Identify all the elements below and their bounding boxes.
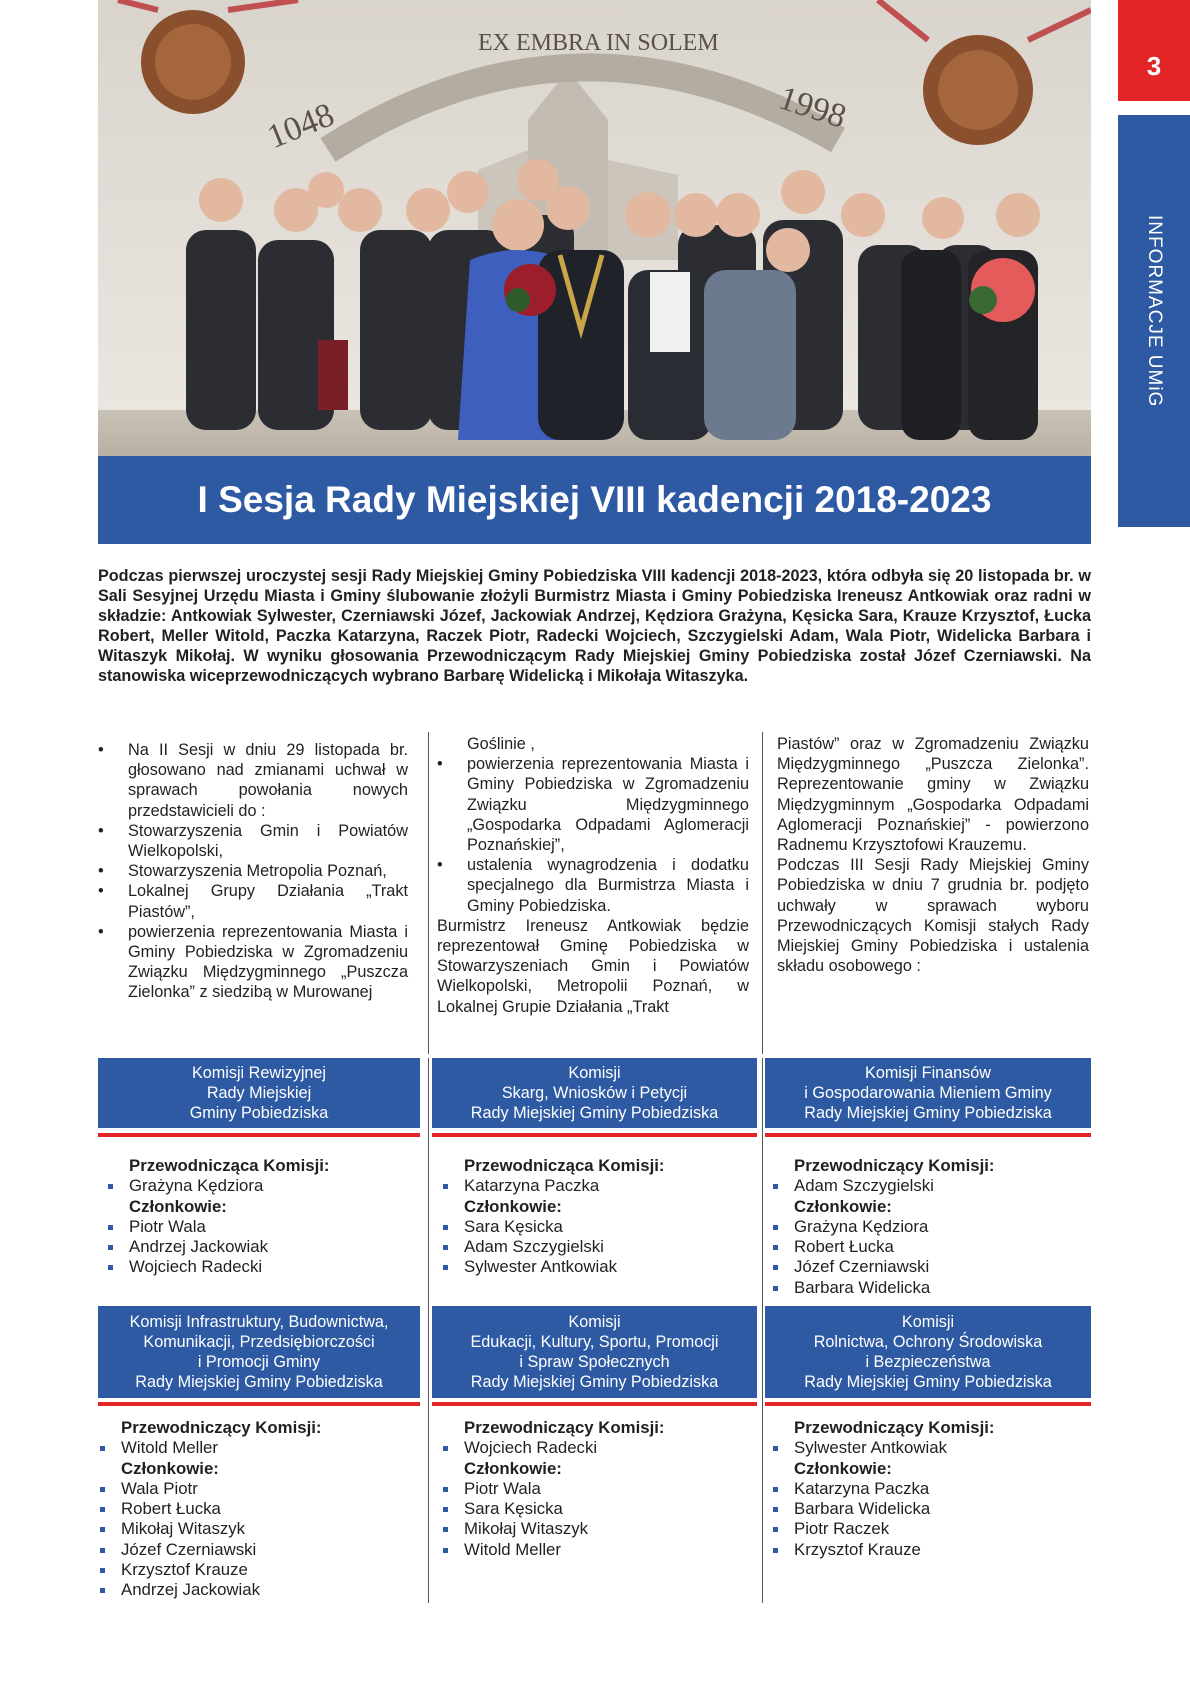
member-name: Wojciech Radecki <box>105 1257 415 1277</box>
committee-header-line: Komisji Infrastruktury, Budownictwa, <box>129 1313 389 1331</box>
member-name: Mikołaj Witaszyk <box>97 1519 417 1539</box>
page-title: I Sesja Rady Miejskiej VIII kadencji 2018-2023 <box>197 479 992 520</box>
group-photo <box>98 0 1091 456</box>
committee-header-line: Komisji <box>901 1313 955 1331</box>
chair-name: Sylwester Antkowiak <box>770 1438 1085 1458</box>
list-item: • Lokalnej Grupy Działania „Trakt Piastów”, <box>98 881 408 921</box>
committee-header <box>98 1306 420 1398</box>
committee-header-line: Komisji <box>568 1313 621 1331</box>
committee-members <box>440 1156 750 1278</box>
member-name: Mikołaj Witaszyk <box>440 1519 750 1539</box>
col3-paragraph-1: Piastów” oraz w Zgromadzeniu Związku Międzygminnego „Puszcza Zielonka”. Reprezentowanie gminy w Związku Międzygminnym „Gospodarka Odpadami Aglomeracji Poznańskiej” - powierzono Radnemu Krzysztofowi Krauzemu. <box>777 735 1089 855</box>
committee-header-underline <box>432 1133 757 1137</box>
committee-header-line: Rady Miejskiej Gminy Pobiedziska <box>804 1373 1052 1391</box>
member-name: Barbara Widelicka <box>770 1499 1085 1519</box>
page-number-box <box>1118 0 1190 101</box>
member-name: Robert Łucka <box>97 1499 417 1519</box>
member-name: Witold Meller <box>440 1540 750 1560</box>
list-item: • Stowarzyszenia Gmin i Powiatów Wielkopolski, <box>98 821 408 861</box>
member-name: Krzysztof Krauze <box>97 1560 417 1580</box>
member-name: Piotr Wala <box>105 1217 415 1237</box>
committee-header-line: i Spraw Społecznych <box>519 1353 670 1371</box>
committee-members <box>97 1418 417 1601</box>
col1-list <box>98 740 408 1003</box>
member-name: Sara Kęsicka <box>440 1499 750 1519</box>
committee-header-line: Komisji <box>568 1064 621 1082</box>
chair-label: Przewodniczący Komisji: <box>121 1418 322 1437</box>
member-name: Wala Piotr <box>97 1479 417 1499</box>
committee-members <box>105 1156 415 1278</box>
committee-header-line: Komisji Rewizyjnej <box>191 1064 327 1082</box>
member-name: Grażyna Kędziora <box>770 1217 1085 1237</box>
committee-header <box>765 1058 1091 1128</box>
mural-motto: EX EMBRA IN SOLEM <box>478 30 719 56</box>
members-label: Członkowie: <box>794 1196 892 1216</box>
col3-paragraph-2: Podczas III Sesji Rady Miejskiej Gminy Pobiedziska w dniu 7 grudnia br. podjęto uchwały w sprawach wyboru Przewodniczących Komisji stałych Rady Miejskiej Gminy Pobiedziska i ustalenia składu osobowego : <box>777 856 1089 976</box>
committee-header-underline <box>98 1402 420 1406</box>
section-label: INFORMACJE UMiG <box>1144 215 1165 408</box>
col2-paragraph: Burmistrz Ireneusz Antkowiak będzie reprezentował Gminę Pobiedziska w Stowarzyszeniach Gmin i Powiatów Wielkopolski, Metropolii Poznań, w Lokalnej Grupie Działania „Trakt <box>437 916 749 1016</box>
text-column-1 <box>98 740 408 1003</box>
chair-label: Przewodniczący Komisji: <box>794 1156 995 1175</box>
text-column-3 <box>777 734 1089 976</box>
committee-header <box>98 1058 420 1128</box>
chair-label: Przewodniczący Komisji: <box>794 1418 995 1437</box>
committee-members <box>770 1418 1085 1560</box>
list-item: • Stowarzyszenia Metropolia Poznań, <box>98 861 408 881</box>
chair-label: Przewodnicząca Komisji: <box>464 1156 665 1175</box>
lead-paragraph: Podczas pierwszej uroczystej sesji Rady Miejskiej Gminy Pobiedziska VIII kadencji 2018-2023, która odbyła się 20 listopada br. w Sali Sesyjnej Urzędu Miasta i Gminy ślubowanie złożyli Burmistrz Miasta i Gminy Pobiedziska Ireneusz Antkowiak oraz radni w składzie: Antkowiak Sylwester, Czerniawski Józef, Jackowiak Andrzej, Kędziora Grażyna, Kęsicka Sara, Krauze Krzysztof, Łucka Robert, Meller Witold, Paczka Katarzyna, Raczek Piotr, Radecki Wojciech, Szczygielski Adam, Wala Piotr, Widelicka Barbara i Witaszyk Mikołaj. W wyniku głosowania Przewodniczącym Rady Miejskiej Gminy Pobiedziska został Józef Czerniawski. Na stanowiska wiceprzewodniczących wybrano Barbarę Widelicką i Mikołaja Witaszyka. <box>98 567 1091 685</box>
chair-name: Wojciech Radecki <box>440 1438 750 1458</box>
committee-header-line: Skarg, Wniosków i Petycji <box>501 1084 688 1102</box>
committee-header-line: Gminy Pobiedziska <box>189 1104 329 1122</box>
column-divider <box>428 732 429 1054</box>
chair-label: Przewodniczący Komisji: <box>464 1418 665 1437</box>
committee-header-underline <box>765 1402 1091 1406</box>
members-label: Członkowie: <box>464 1458 562 1478</box>
chair-label: Przewodnicząca Komisji: <box>129 1156 330 1175</box>
mural-left-year: 1048 <box>262 96 340 157</box>
member-name: Andrzej Jackowiak <box>97 1580 417 1600</box>
column-divider <box>762 732 763 1054</box>
committee-header-underline <box>765 1133 1091 1137</box>
member-name: Robert Łucka <box>770 1237 1085 1257</box>
committee-header-underline <box>98 1133 420 1137</box>
member-name: Piotr Raczek <box>770 1519 1085 1539</box>
col2-list <box>437 754 749 916</box>
title-banner <box>98 456 1091 544</box>
list-continuation: Goślinie , <box>467 735 535 753</box>
committee-header-line: i Promocji Gminy <box>197 1353 321 1371</box>
list-item: • powierzenia reprezentowania Miasta i Gminy Pobiedziska w Zgromadzeniu Związku Międzygminnego „Gospodarka Odpadami Aglomeracji Poznańskiej”, <box>437 754 749 855</box>
member-name: Katarzyna Paczka <box>770 1479 1085 1499</box>
chair-name: Grażyna Kędziora <box>105 1176 415 1196</box>
committee-header <box>432 1058 757 1128</box>
chair-name: Witold Meller <box>97 1438 417 1458</box>
member-name: Józef Czerniawski <box>97 1540 417 1560</box>
committee-header-underline <box>432 1402 757 1406</box>
member-name: Sylwester Antkowiak <box>440 1257 750 1277</box>
chair-name: Katarzyna Paczka <box>440 1176 750 1196</box>
members-label: Członkowie: <box>129 1196 227 1216</box>
section-label-wrap <box>1118 115 1190 527</box>
chair-name: Adam Szczygielski <box>770 1176 1085 1196</box>
committee-header-line: Rady Miejskiej Gminy Pobiedziska <box>470 1104 719 1122</box>
committee-header-line: Edukacji, Kultury, Sportu, Promocji <box>470 1333 719 1351</box>
committee-members <box>440 1418 750 1560</box>
column-divider <box>428 1058 429 1603</box>
member-name: Sara Kęsicka <box>440 1217 750 1237</box>
member-name: Andrzej Jackowiak <box>105 1237 415 1257</box>
column-divider <box>762 1058 763 1603</box>
list-item: • powierzenia reprezentowania Miasta i Gminy Pobiedziska w Zgromadzeniu Związku Międzygminnego „Puszcza Zielonka” z siedzibą w Murowanej <box>98 922 408 1003</box>
member-name: Józef Czerniawski <box>770 1257 1085 1277</box>
members-label: Członkowie: <box>121 1458 219 1478</box>
committee-header <box>765 1306 1091 1398</box>
committee-header-line: Rady Miejskiej Gminy Pobiedziska <box>470 1373 719 1391</box>
member-name: Piotr Wala <box>440 1479 750 1499</box>
committee-header-line: Komunikacji, Przedsiębiorczości <box>143 1333 375 1351</box>
committee-members <box>770 1156 1085 1298</box>
committee-header <box>432 1306 757 1398</box>
committee-header-line: i Bezpieczeństwa <box>865 1353 991 1371</box>
committee-header-line: i Gospodarowania Mieniem Gminy <box>804 1084 1052 1102</box>
committee-header-line: Rady Miejskiej <box>206 1084 312 1102</box>
page-number: 3 <box>1146 51 1162 81</box>
committee-header-line: Rady Miejskiej Gminy Pobiedziska <box>135 1373 383 1391</box>
list-item: • ustalenia wynagrodzenia i dodatku specjalnego dla Burmistrza Miasta i Gminy Pobiedziska. <box>437 855 749 916</box>
list-item: • Na II Sesji w dniu 29 listopada br. głosowano nad zmianami uchwał w sprawach powołania nowych przedstawicieli do : <box>98 740 408 821</box>
mural-right-year: 1998 <box>774 79 851 136</box>
committee-header-line: Rady Miejskiej Gminy Pobiedziska <box>804 1104 1052 1122</box>
text-column-2 <box>437 734 749 1017</box>
member-name: Adam Szczygielski <box>440 1237 750 1257</box>
members-label: Członkowie: <box>794 1458 892 1478</box>
committee-header-line: Komisji Finansów <box>865 1064 991 1082</box>
committee-header-line: Rolnictwa, Ochrony Środowiska <box>813 1333 1043 1351</box>
member-name: Barbara Widelicka <box>770 1278 1085 1298</box>
members-label: Członkowie: <box>464 1196 562 1216</box>
member-name: Krzysztof Krauze <box>770 1540 1085 1560</box>
